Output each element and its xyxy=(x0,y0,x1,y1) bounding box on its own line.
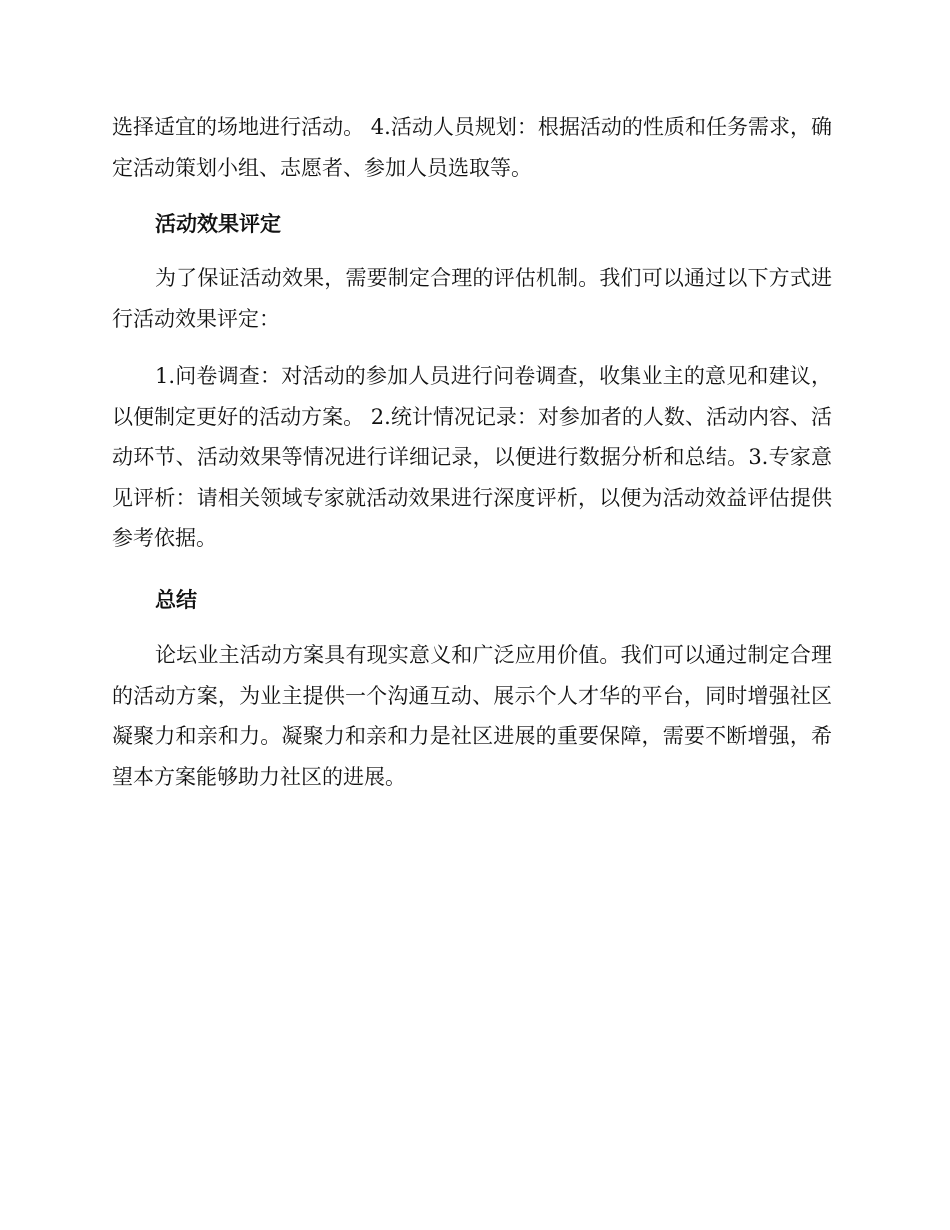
evaluation-methods-paragraph: 1.问卷调查：对活动的参加人员进行问卷调查，收集业主的意见和建议，以便制定更好的活动方案。 2.统计情况记录：对参加者的人数、活动内容、活动环节、活动效果等情况进行详细记录，以便进行数据分析和总结。3.专家意见评析：请相关领域专家就活动效果进行深度评析，以便为活动效益评估提供参考依据。 xyxy=(112,364,832,550)
summary-paragraph: 论坛业主活动方案具有现实意义和广泛应用价值。我们可以通过制定合理的活动方案，为业主提供一个沟通互动、展示个人才华的平台，同时增强社区凝聚力和亲和力。凝聚力和亲和力是社区进展的重要保障，需要不断增强，希望本方案能够助力社区的进展。 xyxy=(112,643,832,789)
section-heading-summary: 总结 xyxy=(155,588,197,612)
continuation-paragraph: 选择适宜的场地进行活动。 4.活动人员规划：根据活动的性质和任务需求，确定活动策划小组、志愿者、参加人员选取等。 xyxy=(112,115,832,180)
evaluation-intro-paragraph: 为了保证活动效果，需要制定合理的评估机制。我们可以通过以下方式进行活动效果评定： xyxy=(112,266,832,331)
section-heading-evaluation: 活动效果评定 xyxy=(155,212,281,236)
